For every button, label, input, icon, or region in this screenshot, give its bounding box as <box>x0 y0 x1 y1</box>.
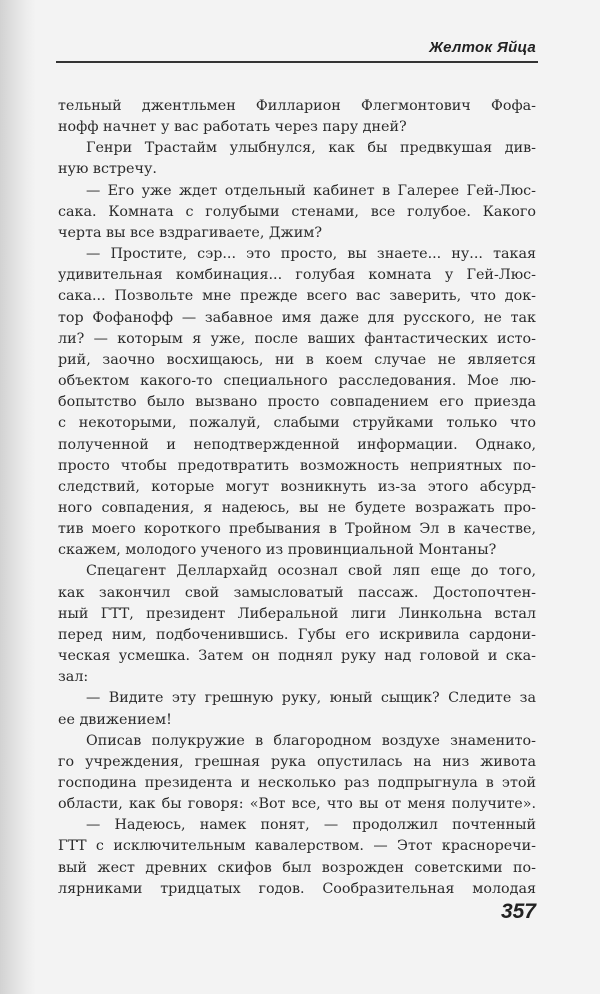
spine-shadow <box>0 0 36 994</box>
text-line: господина президента и несколько раз подпрыгнула в этой <box>58 775 536 791</box>
text-line: ного совпадения, я надеюсь, вы не будете возражать про- <box>58 499 536 516</box>
text-line: — Его уже ждет отдельный кабинет в Галерее Гей-Люс- <box>86 182 536 199</box>
text-line: ее движением! <box>58 711 172 728</box>
text-line: — Надеюсь, намек понят, — продолжил почтенный <box>86 817 536 834</box>
text-line: следствий, которые могут возникнуть из-за этого абсурд- <box>58 478 536 495</box>
text-line: скажем, молодого ученого из провинциальной Монтаны? <box>58 542 497 559</box>
text-line: ли? — которым я уже, после ваших фантастических исто- <box>58 330 536 347</box>
text-line: области, как бы говоря: «Вот все, что вы от меня получите». <box>58 796 536 813</box>
text-line: вый жест древних скифов был возрожден советскими по- <box>58 859 536 876</box>
text-line: го учреждения, грешная рука опустилась на низ живота <box>58 753 536 770</box>
text-line: Спецагент Деллархайд осознал свой ляп еще до того, <box>86 563 536 580</box>
text-line: тор Фофанофф — забавное имя даже для русского, не так <box>58 309 536 326</box>
running-head-title: Желток Яйца <box>429 39 536 56</box>
text-line: тив моего короткого пребывания в Тройном Эл в качестве, <box>58 521 536 538</box>
text-line: нофф начнет у вас работать через пару дней? <box>58 119 407 136</box>
text-line: Описав полукружие в благородном воздухе знаменито- <box>86 732 536 749</box>
text-line: объектом какого-то специального расследования. Мое лю- <box>58 373 536 390</box>
text-line: черта вы все вздрагиваете, Джим? <box>58 224 323 241</box>
text-line: как закончил свой замысловатый пассаж. Достопочтен- <box>58 584 536 601</box>
text-line: ную встречу. <box>58 161 157 178</box>
text-line: ный ГТТ, президент Либеральной лиги Линкольна встал <box>58 605 536 622</box>
text-line: рий, заочно восхищаюсь, ни в коем случае не является <box>58 351 536 368</box>
text-line: сака. Комната с голубыми стенами, все голубое. Какого <box>58 203 536 220</box>
text-line: полученной и неподтвержденной информации. Однако, <box>58 436 536 453</box>
text-line: перед ним, подбоченившись. Губы его искривила сардони- <box>58 626 536 643</box>
text-line: зал: <box>58 669 89 686</box>
text-line: — Видите эту грешную руку, юный сыщик? Следите за <box>86 690 536 707</box>
text-line: ГТТ с исключительным кавалерством. — Этот красноречи- <box>58 838 536 855</box>
text-line: ческая усмешка. Затем он поднял руку над головой и ска- <box>58 648 536 665</box>
body-text <box>58 96 536 900</box>
text-line: сака... Позвольте мне прежде всего вас заверить, что док- <box>58 288 536 305</box>
text-line: Генри Трастайм улыбнулся, как бы предвкушая див- <box>86 140 536 157</box>
page-number: 357 <box>500 900 536 923</box>
text-line: удивительная комбинация... голубая комната у Гей-Люс- <box>58 267 536 284</box>
text-line: лярниками тридцатых годов. Сообразительная молодая <box>58 880 536 897</box>
text-line: с некоторыми, пожалуй, слабыми струйками только что <box>58 415 536 432</box>
text-line: просто чтобы предотвратить возможность неприятных по- <box>58 457 536 474</box>
text-line: тельный джентльмен Филларион Флегмонтович Фофа- <box>58 98 536 114</box>
header-rule <box>56 61 538 63</box>
text-line: бопытство было вызвано просто совпадением его приезда <box>58 394 536 411</box>
text-line: — Простите, сэр... это просто, вы знаете... ну... такая <box>86 246 536 263</box>
